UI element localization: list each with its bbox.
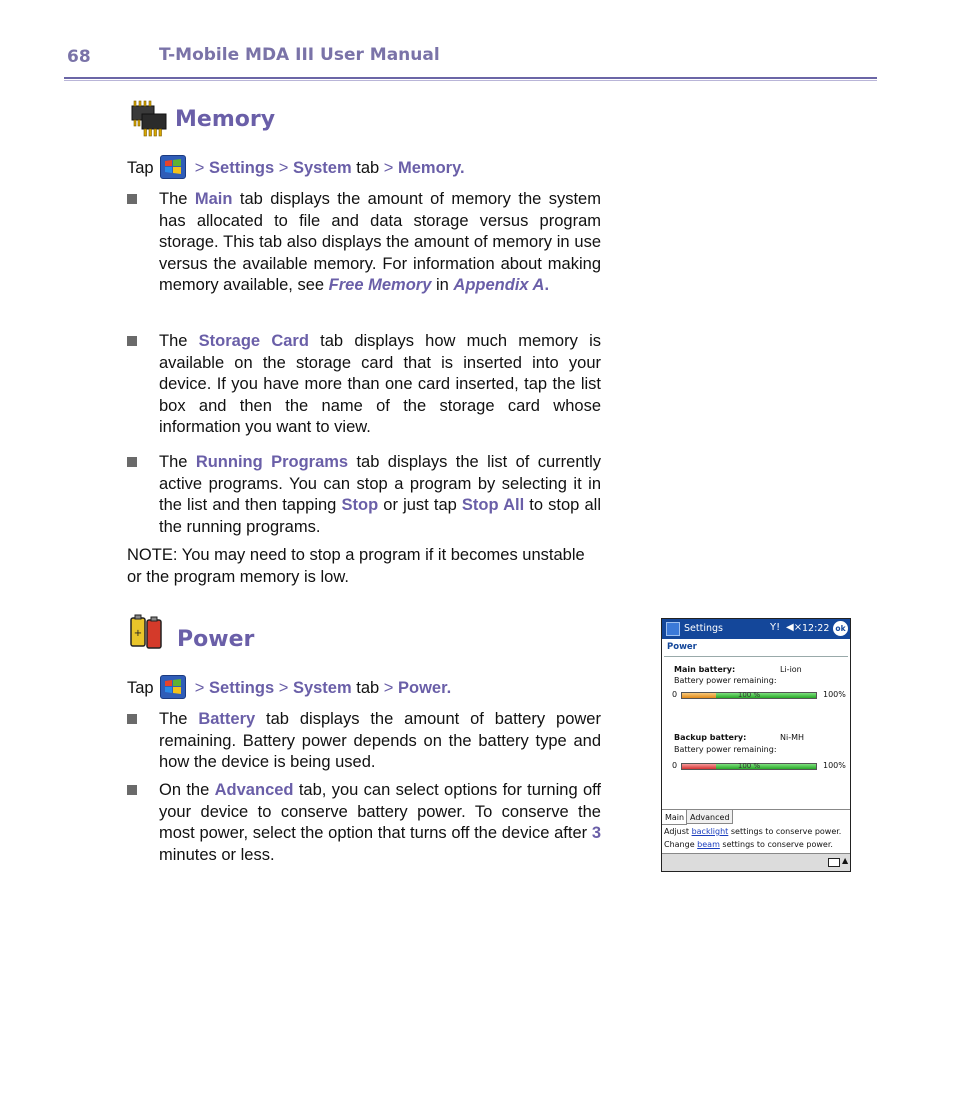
backlight-hint: Adjust backlight settings to conserve power. — [664, 827, 842, 836]
ok-button[interactable]: ok — [833, 621, 848, 636]
device-menu-bar — [662, 853, 850, 872]
memory-note: NOTE: You may need to stop a program if it becomes unstable or the program memory is low. — [127, 546, 585, 586]
storage-card-paragraph: The Storage Card tab displays how much memory is available on the storage card that is inserted into your device. If you have more than one card inserted, tap the list box and then the name of the storage card whose information you want to view. — [159, 332, 601, 437]
path-separator: > — [383, 159, 394, 177]
input-arrow-icon[interactable]: ▲ — [842, 856, 849, 865]
backup-battery-value: 100 % — [737, 762, 761, 770]
path-separator: > — [194, 159, 205, 177]
power-link: Power. — [398, 679, 452, 697]
power-heading: Power — [177, 627, 255, 652]
path-separator: > — [383, 679, 394, 697]
keyboard-icon[interactable] — [828, 858, 840, 867]
main-battery-max: 100% — [823, 690, 846, 699]
advanced-paragraph: On the Advanced tab, you can select options for turning off your device to conserve battery power. To conserve the most power, select the option that turns off the device after 3 minutes or less. — [159, 781, 602, 864]
tap-text: Tap — [127, 679, 154, 697]
bullet-marker — [127, 336, 137, 346]
divider — [664, 656, 848, 657]
bullet-marker — [127, 194, 137, 204]
manual-title: T-Mobile MDA III User Manual — [159, 45, 440, 65]
tab-advanced[interactable]: Advanced — [686, 809, 733, 824]
page-number: 68 — [67, 47, 91, 67]
tap-text: Tap — [127, 159, 154, 177]
backup-battery-gauge — [681, 763, 817, 770]
main-battery-label: Main battery: — [674, 665, 736, 674]
battery-icon — [129, 612, 165, 655]
backup-battery-min: 0 — [672, 761, 678, 770]
tab-word: tab — [356, 159, 380, 177]
storage-card-term: Storage Card — [198, 332, 309, 350]
running-programs-term: Running Programs — [195, 453, 349, 471]
main-battery-remaining-label: Battery power remaining: — [674, 676, 777, 685]
system-tab-link: System — [292, 159, 352, 177]
device-subtitle: Power — [667, 642, 697, 652]
stop-term: Stop — [341, 496, 379, 515]
main-battery-type: Li-ion — [780, 665, 802, 674]
clock[interactable]: 12:22 — [802, 623, 830, 634]
main-battery-gauge — [681, 692, 817, 699]
device-power-screenshot — [661, 618, 851, 872]
bullet-marker — [127, 457, 137, 467]
start-flag-icon[interactable] — [666, 622, 680, 636]
device-tabs — [662, 809, 850, 825]
backlight-link[interactable]: backlight — [691, 827, 729, 836]
memory-link: Memory. — [398, 159, 465, 177]
device-title: Settings — [684, 623, 723, 634]
header-rule-thin — [64, 80, 877, 81]
system-tab-link: System — [292, 679, 352, 697]
start-menu-icon — [160, 675, 186, 699]
main-battery-min: 0 — [672, 690, 678, 699]
signal-icon[interactable]: Y! — [770, 622, 781, 633]
backup-battery-remaining-label: Battery power remaining: — [674, 745, 777, 754]
backup-battery-label: Backup battery: — [674, 733, 747, 742]
main-tab-term: Main — [194, 190, 233, 208]
speaker-icon[interactable]: ◀× — [786, 622, 803, 633]
beam-hint: Change beam settings to conserve power. — [664, 840, 833, 849]
main-battery-value: 100 % — [737, 691, 761, 699]
minutes-value: 3 — [591, 824, 601, 843]
device-title-bar — [662, 619, 850, 639]
tab-word: tab — [356, 679, 380, 697]
backup-battery-type: Ni-MH — [780, 733, 805, 742]
settings-link: Settings — [209, 679, 275, 697]
path-separator: > — [278, 159, 289, 177]
battery-term: Battery — [198, 710, 256, 728]
running-programs-paragraph: The Running Programs tab displays the list of currently active programs. You can stop a program by selecting it in the list and then tapping Stop or just tap Stop All to stop all the running programs. — [159, 453, 601, 536]
tab-main[interactable]: Main — [662, 810, 687, 825]
stop-all-term: Stop All — [461, 496, 525, 515]
header-rule — [64, 77, 877, 79]
memory-tap-path — [127, 155, 465, 179]
appendix-ref: Appendix A — [453, 276, 545, 295]
path-separator: > — [194, 679, 205, 697]
memory-main-paragraph: The Main tab displays the amount of memory the system has allocated to file and data storage versus program storage. This tab also displays the amount of memory in use versus the available memory. For information about making memory available, see Free Memory in Appendix A. — [159, 190, 601, 295]
battery-paragraph: The Battery tab displays the amount of battery power remaining. Battery power depends on the battery type and how the device is being used. — [159, 710, 601, 772]
settings-link: Settings — [209, 159, 275, 177]
start-menu-icon — [160, 155, 186, 179]
memory-chip-icon — [128, 100, 170, 143]
advanced-term: Advanced — [214, 781, 294, 799]
memory-heading: Memory — [175, 107, 276, 132]
svg-text:+: + — [133, 628, 143, 639]
bullet-marker — [127, 714, 137, 724]
backup-battery-max: 100% — [823, 761, 846, 770]
bullet-marker — [127, 785, 137, 795]
beam-link[interactable]: beam — [697, 840, 720, 849]
path-separator: > — [278, 679, 289, 697]
free-memory-ref: Free Memory — [328, 276, 432, 295]
power-tap-path — [127, 675, 451, 699]
